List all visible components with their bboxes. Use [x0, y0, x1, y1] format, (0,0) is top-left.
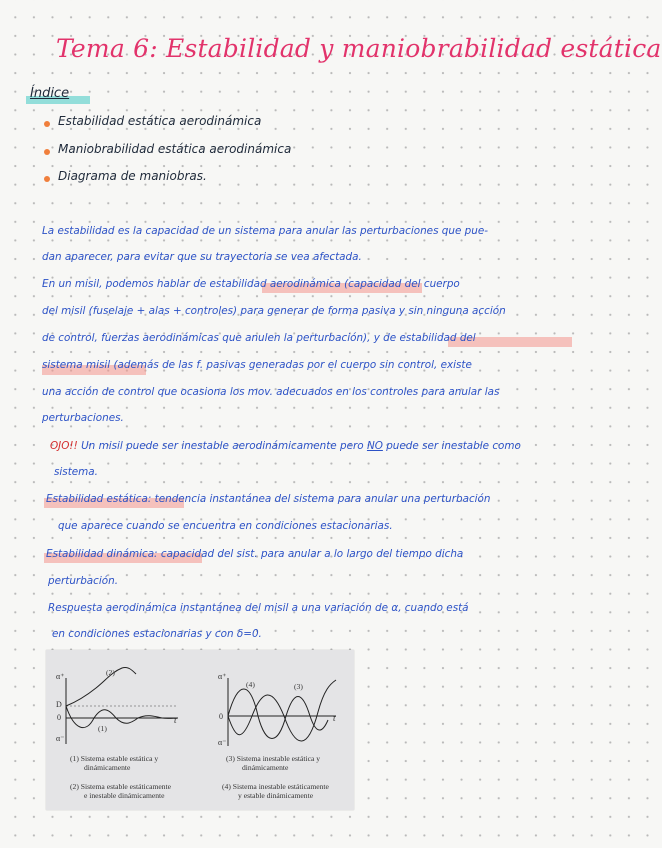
- right-y-bot-label: α⁻: [218, 738, 227, 747]
- caption-4b: y estable dinámicamente: [238, 791, 314, 800]
- text-line: En un misil, podemos hablar de estabilidad aerodinámica (capacidad del cuerpo: [42, 278, 460, 290]
- estatica-line: [46, 493, 586, 505]
- bullet-icon: [44, 176, 50, 182]
- bullet-icon: [44, 121, 50, 127]
- text-line: dan aparecer, para evitar que su trayectoria se vea afectada.: [42, 251, 362, 263]
- page-title: Tema 6: Estabilidad y maniobrabilidad estática: [56, 34, 662, 63]
- left-y-d-label: D: [56, 700, 62, 709]
- left-y-bot-label: α⁻: [56, 734, 65, 743]
- caption-1b: dinámicamente: [84, 763, 131, 772]
- right-y-top-label: α⁺: [218, 672, 227, 681]
- index-item: Estabilidad estática aerodinámica: [58, 114, 262, 128]
- text-line: una acción de control que ocasiona los mov. adecuados en los controles para anular las: [42, 386, 500, 398]
- curve-4: [228, 689, 328, 739]
- estatica-text: tendencia instantánea del sistema para anular una perturbación: [154, 493, 491, 505]
- right-x-label: t: [333, 713, 336, 723]
- index-item: Diagrama de maniobras.: [58, 169, 207, 183]
- caption-2b: e inestable dinámicamente: [84, 791, 165, 800]
- caption-4a: (4) Sistema inestable estáticamente: [222, 782, 329, 791]
- ojo-text-a: Un misil puede ser inestable aerodinámicamente pero: [81, 440, 364, 452]
- text-line: que aparece cuando se encuentra en condiciones estacionarias.: [58, 520, 393, 532]
- text-line: Respuesta aerodinámica instantánea del misil a una variación de α, cuando está: [48, 602, 469, 614]
- label-curve-1: (1): [98, 724, 107, 733]
- dinamica-text: capacidad del sist. para anular a lo largo del tiempo dicha: [160, 548, 464, 560]
- bullet-icon: [44, 149, 50, 155]
- text-line: sistema misil (además de las f. pasivas generadas por el cuerpo sin control, existe: [42, 359, 472, 371]
- label-curve-2: (2): [106, 668, 115, 677]
- label-curve-4: (4): [246, 680, 255, 689]
- label-curve-3: (3): [294, 682, 303, 691]
- text-line: en condiciones estacionarias y con δ=0.: [52, 628, 262, 640]
- left-y-mid-label: 0: [57, 713, 61, 722]
- caption-3b: dinámicamente: [242, 763, 289, 772]
- estatica-label: Estabilidad estática:: [46, 493, 152, 505]
- left-x-label: t: [174, 715, 177, 725]
- curve-1: [66, 706, 178, 728]
- index-heading: Índice: [30, 86, 70, 101]
- dinamica-line: [46, 548, 586, 560]
- index-item: Maniobrabilidad estática aerodinámica: [58, 142, 292, 156]
- text-line: perturbaciones.: [42, 412, 124, 424]
- ojo-line: [50, 440, 590, 452]
- ojo-no: NO: [366, 440, 383, 452]
- ojo-text-b: puede ser inestable como: [386, 440, 521, 452]
- dinamica-label: Estabilidad dinámica:: [46, 548, 158, 560]
- stability-figure: [46, 650, 354, 810]
- right-y-mid-label: 0: [219, 712, 223, 721]
- caption-3a: (3) Sistema inestable estática y: [226, 754, 321, 763]
- text-line: del misil (fuselaje + alas + controles) para generar de forma pasiva y sin ninguna acción: [42, 305, 506, 317]
- curve-2: [66, 667, 136, 706]
- text-line: La estabilidad es la capacidad de un sistema para anular las perturbaciones que pue-: [42, 225, 488, 237]
- text-line: perturbación.: [48, 575, 118, 587]
- text-line: sistema.: [54, 466, 98, 478]
- caption-1a: (1) Sistema estable estática y: [70, 754, 159, 763]
- text-line: de control, fuerzas aerodinámicas que anulen la perturbación), y de estabilidad del: [42, 332, 476, 344]
- caption-2a: (2) Sistema estable estáticamente: [70, 782, 171, 791]
- ojo-label: OJO!!: [50, 440, 78, 452]
- left-y-top-label: α⁺: [56, 672, 65, 681]
